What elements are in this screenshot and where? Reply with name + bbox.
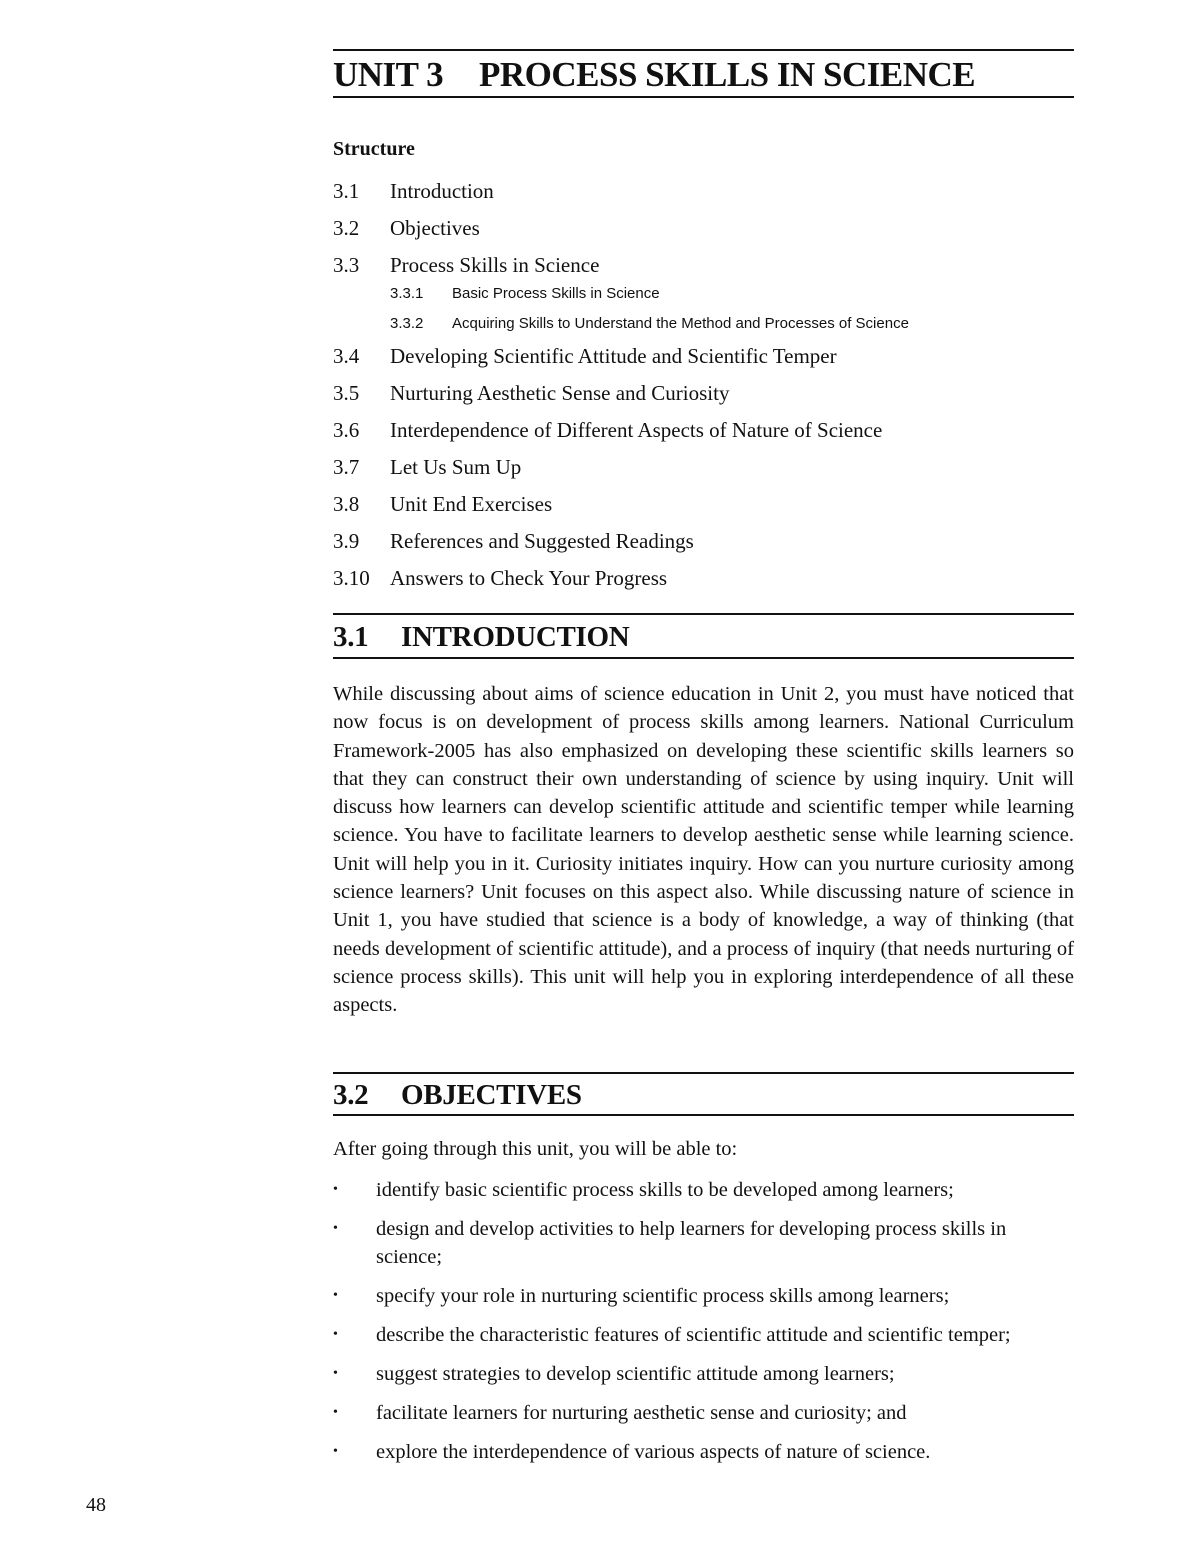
toc-item-number: 3.3.2 — [390, 315, 424, 332]
unit-title-top-rule — [333, 49, 1074, 51]
list-item-text: design and develop activities to help learners for developing process skills in science; — [376, 1218, 1007, 1268]
toc-item-title: Introduction — [390, 179, 494, 203]
intro-bottom-rule — [333, 657, 1074, 659]
toc-item — [333, 417, 1074, 443]
toc-item — [333, 491, 1074, 517]
toc-item-title: References and Suggested Readings — [390, 529, 694, 553]
bullet-icon: • — [333, 1366, 338, 1381]
toc-item — [333, 454, 1074, 480]
page-number: 48 — [86, 1494, 106, 1516]
toc-item-number: 3.10 — [333, 566, 370, 590]
table-of-contents — [333, 176, 1074, 591]
list-item — [333, 1438, 1074, 1466]
list-item-text: suggest strategies to develop scientific attitude among learners; — [376, 1363, 895, 1385]
toc-item-number: 3.3 — [333, 253, 360, 277]
toc-item — [333, 215, 1074, 241]
list-item-text: specify your role in nurturing scientific process skills among learners; — [376, 1285, 950, 1307]
objectives-top-rule — [333, 1072, 1074, 1074]
section-number: 3.1 — [333, 621, 369, 653]
unit-title-text: PROCESS SKILLS IN SCIENCE — [479, 55, 976, 94]
toc-item-number: 3.8 — [333, 492, 360, 516]
bullet-icon: • — [333, 1405, 338, 1420]
toc-item-number: 3.7 — [333, 455, 360, 479]
structure-label: Structure — [333, 138, 415, 160]
toc-item-title: Unit End Exercises — [390, 492, 553, 516]
intro-top-rule — [333, 613, 1074, 615]
unit-number: UNIT 3 — [333, 55, 444, 94]
bullet-icon: • — [333, 1288, 338, 1303]
bullet-icon: • — [333, 1182, 338, 1197]
toc-item-number: 3.2 — [333, 216, 360, 240]
toc-item-title: Developing Scientific Attitude and Scientific Temper — [390, 344, 837, 368]
introduction-paragraph: While discussing about aims of science education in Unit 2, you must have noticed that now focus is on development of process skills among learners. National Curriculum Framework-2005 has also emphasized on developing these scientific skills learners so that they can construct their own understanding of science by using inquiry. Unit will discuss how learners can develop scientific attitude and scientific temper while learning science. You have to facilitate learners to develop aesthetic sense while learning science. Unit will help you in it. Curiosity initiates inquiry. How can you nurture curiosity among science learners? Unit focuses on this aspect also. While discussing nature of science in Unit 1, you have studied that science is a body of knowledge, a way of thinking (that needs development of scientific attitude), and a process of inquiry (that needs nurturing of science process skills). This unit will help you in exploring interdependence of all these aspects. — [333, 683, 1074, 1017]
toc-item-title: Process Skills in Science — [390, 253, 600, 277]
toc-item — [333, 178, 1074, 204]
toc-item — [333, 380, 1074, 406]
list-item-text: explore the interdependence of various aspects of nature of science. — [376, 1441, 931, 1463]
list-item — [333, 1176, 1074, 1204]
unit-title — [333, 53, 975, 97]
unit-title-bottom-rule — [333, 96, 1074, 98]
toc-item-title: Let Us Sum Up — [390, 455, 522, 479]
section-number: 3.2 — [333, 1079, 369, 1111]
toc-item — [333, 343, 1074, 369]
toc-item-number: 3.3.1 — [390, 285, 424, 302]
toc-subitem — [333, 314, 1074, 334]
toc-item-number: 3.4 — [333, 344, 360, 368]
list-item — [333, 1215, 1074, 1271]
toc-item-number: 3.6 — [333, 418, 360, 442]
list-item — [333, 1321, 1074, 1349]
list-item-text: describe the characteristic features of scientific attitude and scientific temper; — [376, 1324, 1011, 1346]
toc-item-title: Objectives — [390, 216, 480, 240]
list-item — [333, 1282, 1074, 1310]
objectives-list — [333, 1176, 1074, 1477]
toc-subitem — [333, 284, 1074, 304]
list-item-text: identify basic scientific process skills to be developed among learners; — [376, 1179, 954, 1201]
section-title: OBJECTIVES — [401, 1079, 582, 1111]
toc-item-number: 3.5 — [333, 381, 360, 405]
list-item — [333, 1360, 1074, 1388]
toc-item-title: Nurturing Aesthetic Sense and Curiosity — [390, 381, 730, 405]
toc-item — [333, 252, 1074, 278]
toc-item-number: 3.9 — [333, 529, 360, 553]
toc-item-title: Acquiring Skills to Understand the Method and Processes of Science — [452, 315, 909, 332]
objectives-bottom-rule — [333, 1114, 1074, 1116]
list-item-text: facilitate learners for nurturing aesthetic sense and curiosity; and — [376, 1402, 907, 1424]
toc-item — [333, 565, 1074, 591]
toc-item-title: Interdependence of Different Aspects of Nature of Science — [390, 418, 883, 442]
bullet-icon: • — [333, 1221, 338, 1236]
toc-item — [333, 528, 1074, 554]
toc-item-title: Basic Process Skills in Science — [452, 285, 660, 302]
section-title: INTRODUCTION — [401, 621, 630, 653]
bullet-icon: • — [333, 1327, 338, 1342]
introduction-heading — [333, 619, 629, 655]
toc-item-number: 3.1 — [333, 179, 360, 203]
bullet-icon: • — [333, 1444, 338, 1459]
list-item — [333, 1399, 1074, 1427]
objectives-heading — [333, 1077, 582, 1113]
toc-item-title: Answers to Check Your Progress — [390, 566, 668, 590]
objectives-intro: After going through this unit, you will be able to: — [333, 1138, 738, 1160]
